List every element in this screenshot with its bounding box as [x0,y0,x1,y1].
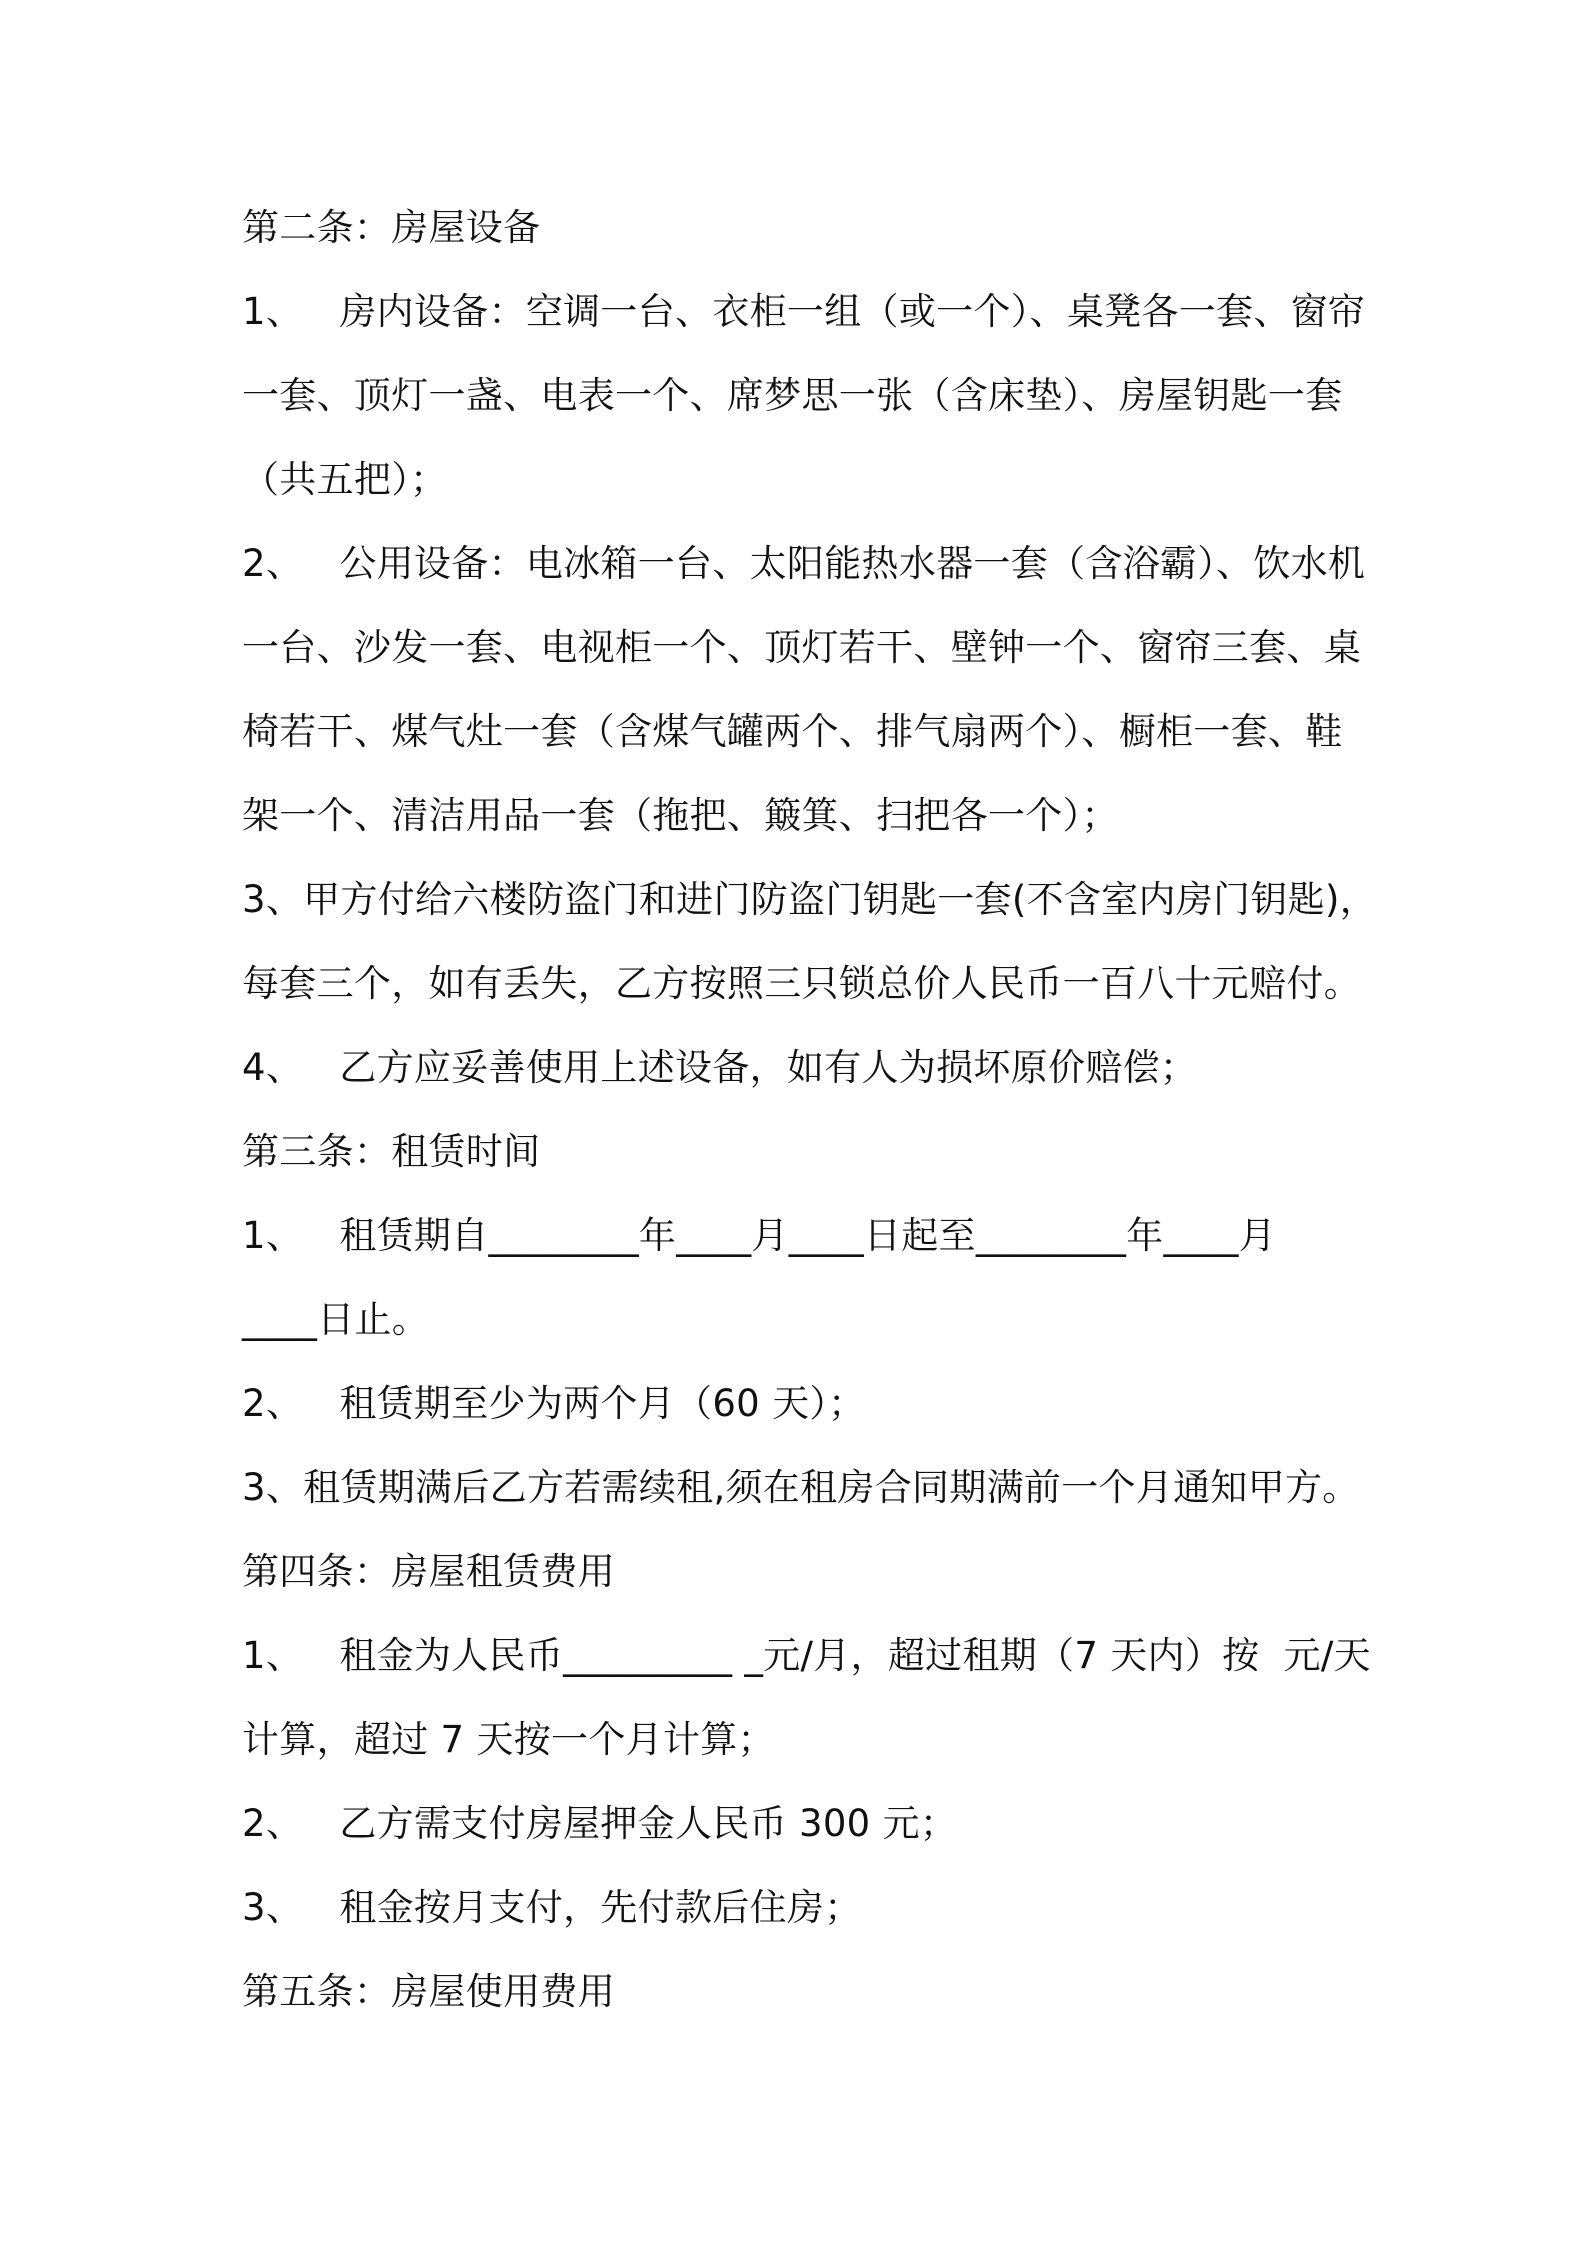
paragraph-line: 1、 房内设备：空调一台、衣柜一组（或一个）、桌凳各一套、窗帘 [242,290,1366,333]
paragraph-line: 一套、顶灯一盏、电表一个、席梦思一张（含床垫）、房屋钥匙一套 [242,374,1343,417]
paragraph-line: 椅若干、煤气灶一套（含煤气罐两个、排气扇两个）、橱柜一套、鞋 [242,710,1343,753]
paragraph-line: 架一个、清洁用品一套（拖把、簸箕、扫把各一个）； [242,794,1119,837]
paragraph-line: 1、 租赁期自________年____月____日起至________年____月 [242,1214,1277,1257]
paragraph-line: ____日止。 [242,1298,430,1341]
paragraph-line: 3、 租金按月支付，先付款后住房； [242,1886,862,1929]
paragraph-line: 一台、沙发一套、电视柜一个、顶灯若干、壁钟一个、窗帘三套、桌 [242,626,1361,669]
paragraph-line: 每套三个，如有丢失，乙方按照三只锁总价人民币一百八十元赔付。 [242,962,1361,1005]
section-heading-2: 第二条：房屋设备 [242,206,541,249]
section-heading-5: 第五条：房屋使用费用 [242,1970,615,2013]
paragraph-line: （共五把）； [242,458,448,501]
paragraph-line: 2、 租赁期至少为两个月（60 天）； [242,1382,866,1425]
paragraph-line: 3、租赁期满后乙方若需续租,须在租房合同期满前一个月通知甲方。 [242,1466,1360,1509]
section-heading-3: 第三条：租赁时间 [242,1130,541,1173]
paragraph-line: 计算，超过 7 天按一个月计算； [242,1718,775,1761]
section-heading-4: 第四条：房屋租赁费用 [242,1550,615,1593]
paragraph-line: 1、 租金为人民币_________ _元/月，超过租期（7 天内）按 元/天 [242,1634,1371,1677]
paragraph-line: 2、 乙方需支付房屋押金人民币 300 元； [242,1802,958,1845]
paragraph-line: 2、 公用设备：电冰箱一台、太阳能热水器一套（含浴霸）、饮水机 [242,542,1366,585]
paragraph-line: 3、甲方付给六楼防盗门和进门防盗门钥匙一套(不含室内房门钥匙)， [242,878,1378,921]
paragraph-line: 4、 乙方应妥善使用上述设备，如有人为损坏原价赔偿； [242,1046,1198,1089]
